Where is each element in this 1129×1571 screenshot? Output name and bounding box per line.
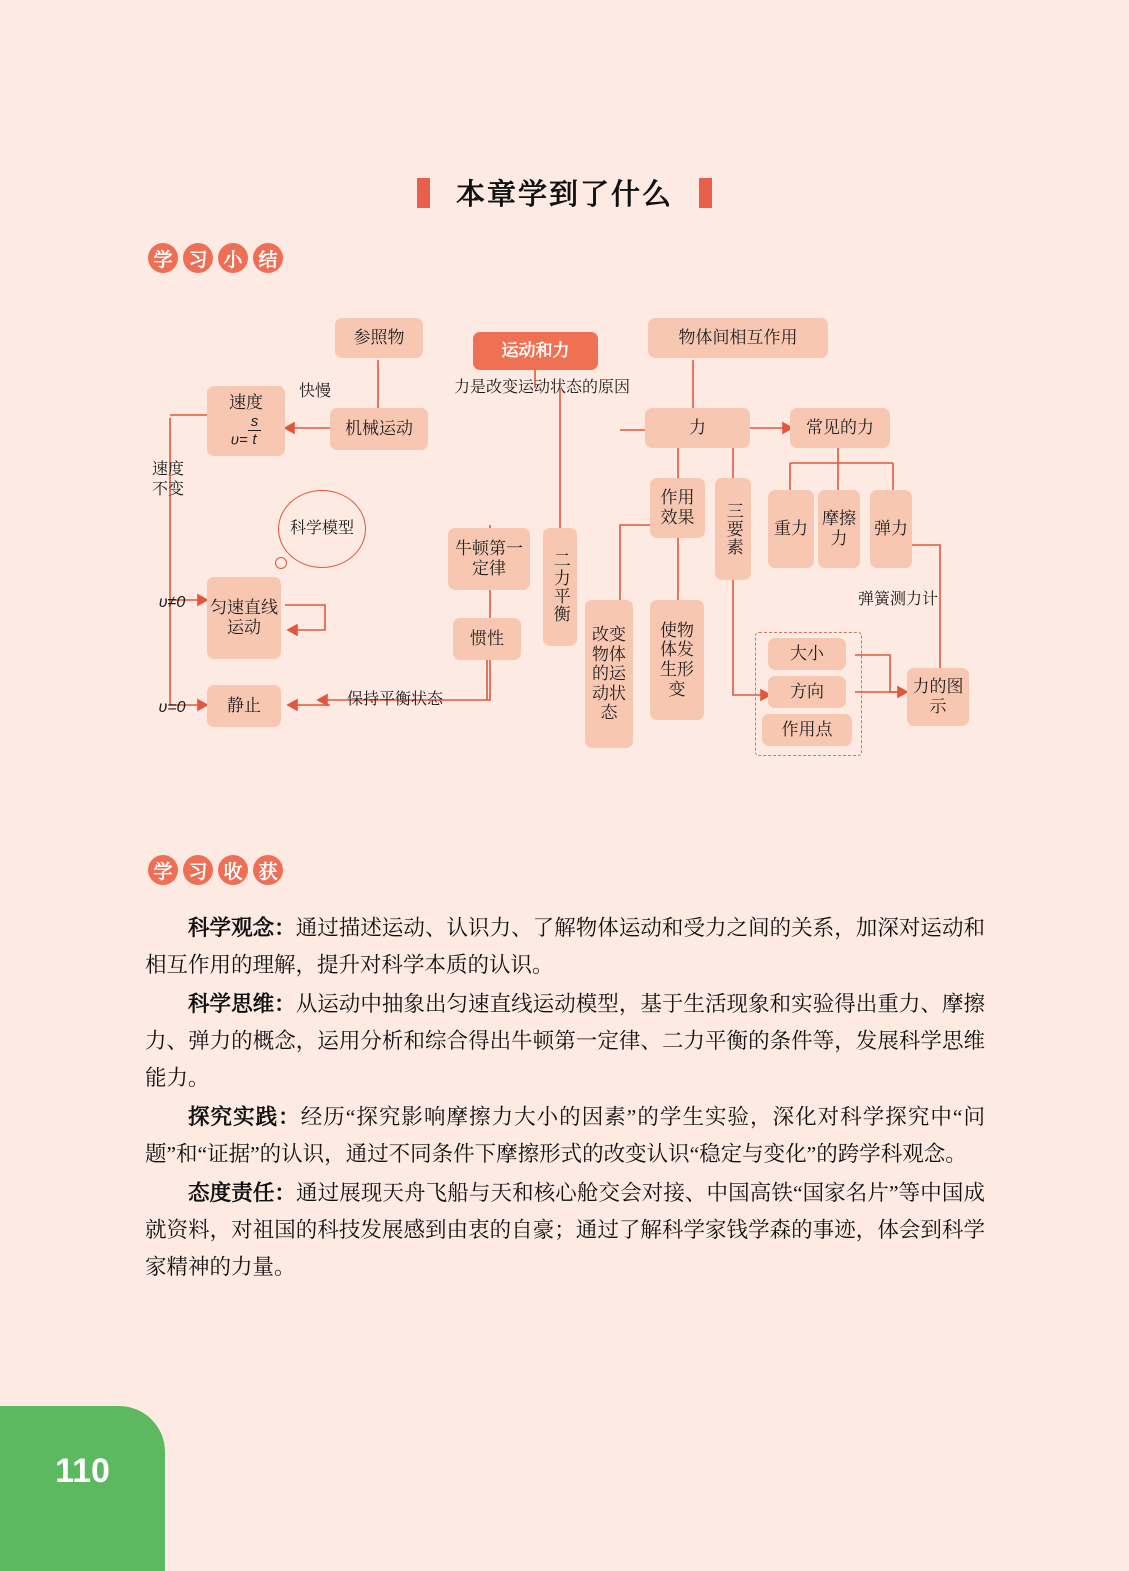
node-magnitude: 大小 — [768, 638, 846, 670]
label-speed-unchanged: 速度不变 — [151, 461, 184, 498]
gain-body: 通过展现天舟飞船与天和核心舱交会对接、中国高铁“国家名片”等中国成就资料，对祖国的科技发展感到由衷的自豪；通过了解科学家钱学森的事迹，体会到科学家精神的力量。 — [145, 1180, 985, 1279]
node-elastic-force: 弹力 — [870, 490, 912, 568]
label-spring-dynamometer: 弹簧测力计 — [858, 591, 939, 608]
node-force-effect: 作用效果 — [650, 478, 705, 538]
label-v-zero: υ=0 — [158, 699, 186, 716]
node-uniform-linear-motion: 匀速直线运动 — [207, 577, 281, 659]
node-mechanical-motion: 机械运动 — [330, 408, 428, 450]
node-gravity: 重力 — [768, 490, 814, 568]
bubble-science-model: 科学模型 — [278, 490, 366, 568]
page-number-badge — [0, 1406, 165, 1571]
title-bar-right-icon — [699, 178, 712, 208]
gain-paragraph — [145, 986, 985, 1097]
gain-head: 科学观念： — [188, 916, 296, 940]
gain-char-2: 习 — [183, 855, 213, 885]
gain-head: 探究实践： — [188, 1104, 301, 1129]
node-friction: 摩擦力 — [818, 490, 860, 568]
summary-char-3: 小 — [218, 243, 248, 273]
gain-body: 通过描述运动、认识力、了解物体运动和受力之间的关系，加深对运动和相互作用的理解，提升对科学本质的认识。 — [145, 916, 985, 977]
node-speed: 速度 υ= $\frac{s}{t}$ — [207, 386, 285, 456]
section-heading-summary — [148, 243, 283, 273]
node-force-diagram: 力的图示 — [907, 668, 969, 726]
node-force: 力 — [645, 408, 750, 448]
gain-char-3: 收 — [218, 855, 248, 885]
concept-map — [0, 300, 1129, 810]
page-title — [0, 172, 1129, 213]
node-change-motion-state: 改变物体的运动状态 — [585, 600, 633, 748]
gain-body: 从运动中抽象出匀速直线运动模型，基于生活现象和实验得出重力、摩擦力、弹力的概念，运用分析和综合得出牛顿第一定律、二力平衡的条件等，发展科学思维能力。 — [145, 991, 985, 1090]
node-two-force-balance: 二力平衡 — [543, 528, 577, 646]
label-fast-slow: 快慢 — [298, 383, 331, 400]
node-direction: 方向 — [768, 676, 846, 708]
label-keep-balance: 保持平衡状态 — [346, 691, 443, 708]
node-rest: 静止 — [207, 685, 281, 727]
page-number-text: 110 — [55, 1452, 110, 1490]
node-action-point: 作用点 — [762, 714, 852, 746]
gain-head: 态度责任： — [188, 1180, 297, 1205]
summary-char-2: 习 — [183, 243, 213, 273]
title-bar-left-icon — [417, 178, 430, 208]
learning-gains-text — [145, 910, 985, 1288]
gain-paragraph — [145, 1099, 985, 1173]
page-title-text: 本章学到了什么 — [455, 179, 673, 211]
node-interaction-between-objects: 物体间相互作用 — [648, 318, 828, 358]
node-newton-first-law: 牛顿第一定律 — [448, 528, 530, 590]
node-three-elements: 三要素 — [715, 478, 751, 580]
node-motion-and-force: 运动和力 — [473, 332, 598, 370]
section-heading-gain — [148, 855, 283, 885]
gain-paragraph — [145, 910, 985, 984]
node-common-forces: 常见的力 — [790, 408, 890, 448]
gain-char-1: 学 — [148, 855, 178, 885]
gain-char-4: 获 — [253, 855, 283, 885]
gain-body: 经历“探究影响摩擦力大小的因素”的学生实验，深化对科学探究中“问题”和“证据”的认识，通过不同条件下摩擦形式的改变认识“稳定与变化”的跨学科观念。 — [145, 1104, 985, 1166]
label-v-not-zero: υ≠0 — [158, 594, 186, 611]
node-reference-object: 参照物 — [335, 318, 423, 358]
gain-head: 科学思维： — [188, 991, 296, 1016]
summary-char-1: 学 — [148, 243, 178, 273]
gain-paragraph — [145, 1175, 985, 1286]
summary-char-4: 结 — [253, 243, 283, 273]
node-cause-deformation: 使物体发生形变 — [650, 600, 704, 720]
node-inertia: 惯性 — [453, 618, 521, 660]
label-force-change-reason: 力是改变运动状态的原因 — [453, 379, 630, 396]
